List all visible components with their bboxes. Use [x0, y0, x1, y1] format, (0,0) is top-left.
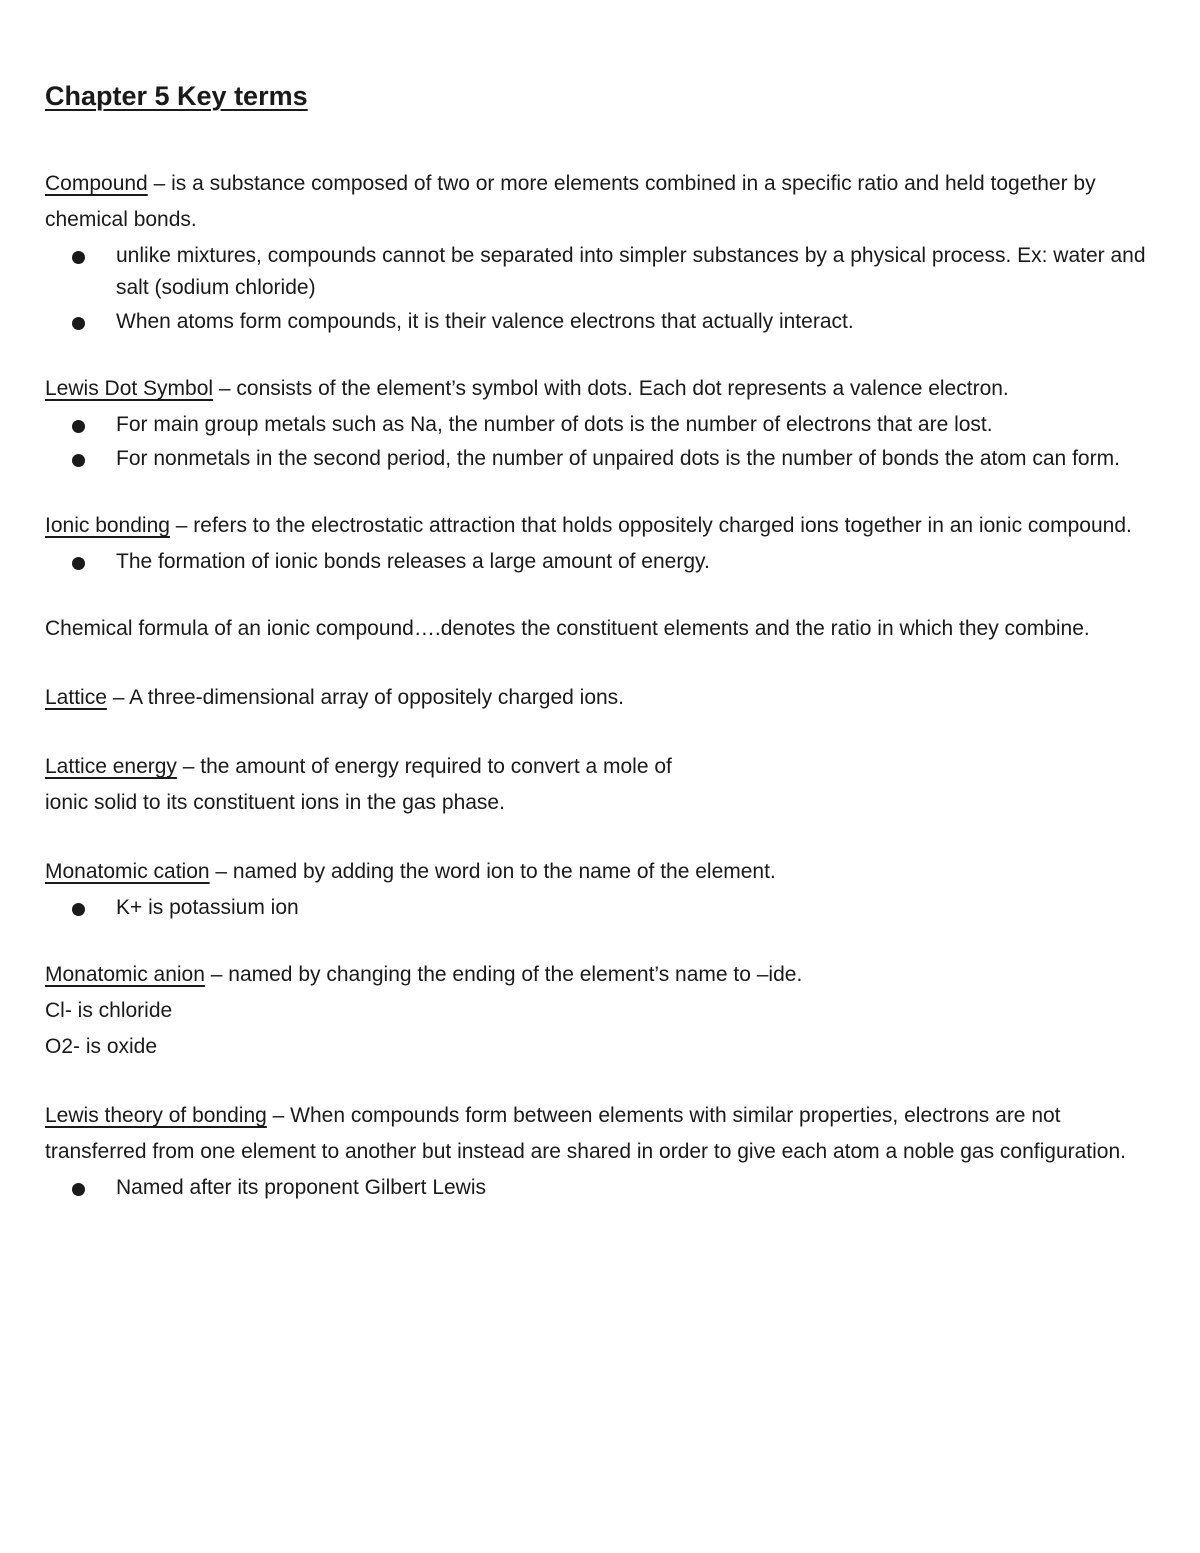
term-label: Compound [45, 172, 148, 195]
definition-paragraph-continued: ionic solid to its constituent ions in the gas phase. [45, 791, 505, 814]
definition-paragraph [45, 749, 1155, 785]
list-item-text: When atoms form compounds, it is their valence electrons that actually interact. [116, 310, 854, 333]
list-item-text: K+ is potassium ion [116, 896, 299, 919]
bullet-icon [72, 1183, 85, 1196]
page-title: Chapter 5 Key terms [45, 81, 308, 111]
entry-compound [45, 166, 1155, 338]
definition-paragraph [45, 680, 1155, 716]
term-label: Lattice [45, 686, 107, 709]
definition-text: – When compounds form between elements with similar properties, electrons are not transferred from one element to another but instead are shared in order to give each atom a noble gas configuration. [45, 1104, 1126, 1163]
entry-ionic-bonding [45, 508, 1155, 578]
list-item [116, 546, 1155, 578]
term-label: Monatomic anion [45, 963, 205, 986]
bullet-icon [72, 557, 85, 570]
list-item-text: The formation of ionic bonds releases a large amount of energy. [116, 550, 710, 573]
definition-paragraph: Chemical formula of an ionic compound….denotes the constituent elements and the ratio in which they combine. [45, 617, 1090, 640]
bullet-icon [72, 454, 85, 467]
definition-paragraph [45, 508, 1155, 544]
definition-text: – the amount of energy required to convert a mole of [176, 755, 672, 778]
list-item-text: unlike mixtures, compounds cannot be separated into simpler substances by a physical process. Ex: water and salt (sodium chloride) [116, 244, 1146, 299]
entry-lewis-theory-of-bonding [45, 1098, 1155, 1204]
definition-paragraph [45, 957, 1155, 993]
list-item [116, 240, 1155, 304]
example-line: O2- is oxide [45, 1035, 158, 1058]
bullet-icon [72, 317, 85, 330]
definition-paragraph [45, 854, 1155, 890]
entry-lattice [45, 680, 1155, 716]
term-label: Lattice energy [45, 755, 177, 778]
definition-paragraph [45, 166, 1155, 238]
bullet-list [45, 409, 1155, 475]
bullet-icon [72, 420, 85, 433]
term-label: Monatomic cation [45, 860, 210, 883]
definition-text: – A three-dimensional array of oppositely charged ions. [106, 686, 625, 709]
definition-text: – named by changing the ending of the element’s name to –ide. [204, 963, 803, 986]
term-label: Ionic bonding [45, 514, 170, 537]
term-label: Lewis theory of bonding [45, 1104, 267, 1127]
bullet-icon [72, 903, 85, 916]
list-item [116, 1172, 1155, 1204]
bullet-list [45, 892, 1155, 924]
document-page [45, 72, 1155, 1237]
entry-monatomic-anion [45, 957, 1155, 1065]
definition-text: – named by adding the word ion to the name of the element. [209, 860, 776, 883]
bullet-list [45, 240, 1155, 338]
bullet-icon [72, 251, 85, 264]
bullet-list [45, 1172, 1155, 1204]
list-item [116, 306, 1155, 338]
entry-lattice-energy [45, 749, 1155, 821]
entry-chemical-formula [45, 611, 1155, 647]
definition-text: – refers to the electrostatic attraction that holds oppositely charged ions together in an ionic compound. [169, 514, 1132, 537]
list-item [116, 409, 1155, 441]
definition-paragraph [45, 371, 1155, 407]
list-item-text: Named after its proponent Gilbert Lewis [116, 1176, 487, 1199]
definition-text: – is a substance composed of two or more elements combined in a specific ratio and held together by chemical bonds. [45, 172, 1096, 231]
list-item [116, 443, 1155, 475]
entry-monatomic-cation [45, 854, 1155, 924]
entry-lewis-dot-symbol [45, 371, 1155, 475]
definition-text: – consists of the element’s symbol with dots. Each dot represents a valence electron. [213, 377, 1009, 400]
definition-paragraph [45, 1098, 1155, 1170]
example-line: Cl- is chloride [45, 999, 173, 1022]
term-label: Lewis Dot Symbol [45, 377, 214, 400]
list-item [116, 892, 1155, 924]
bullet-list [45, 546, 1155, 578]
list-item-text: For main group metals such as Na, the number of dots is the number of electrons that are lost. [116, 413, 993, 436]
list-item-text: For nonmetals in the second period, the number of unpaired dots is the number of bonds the atom can form. [116, 447, 1120, 470]
